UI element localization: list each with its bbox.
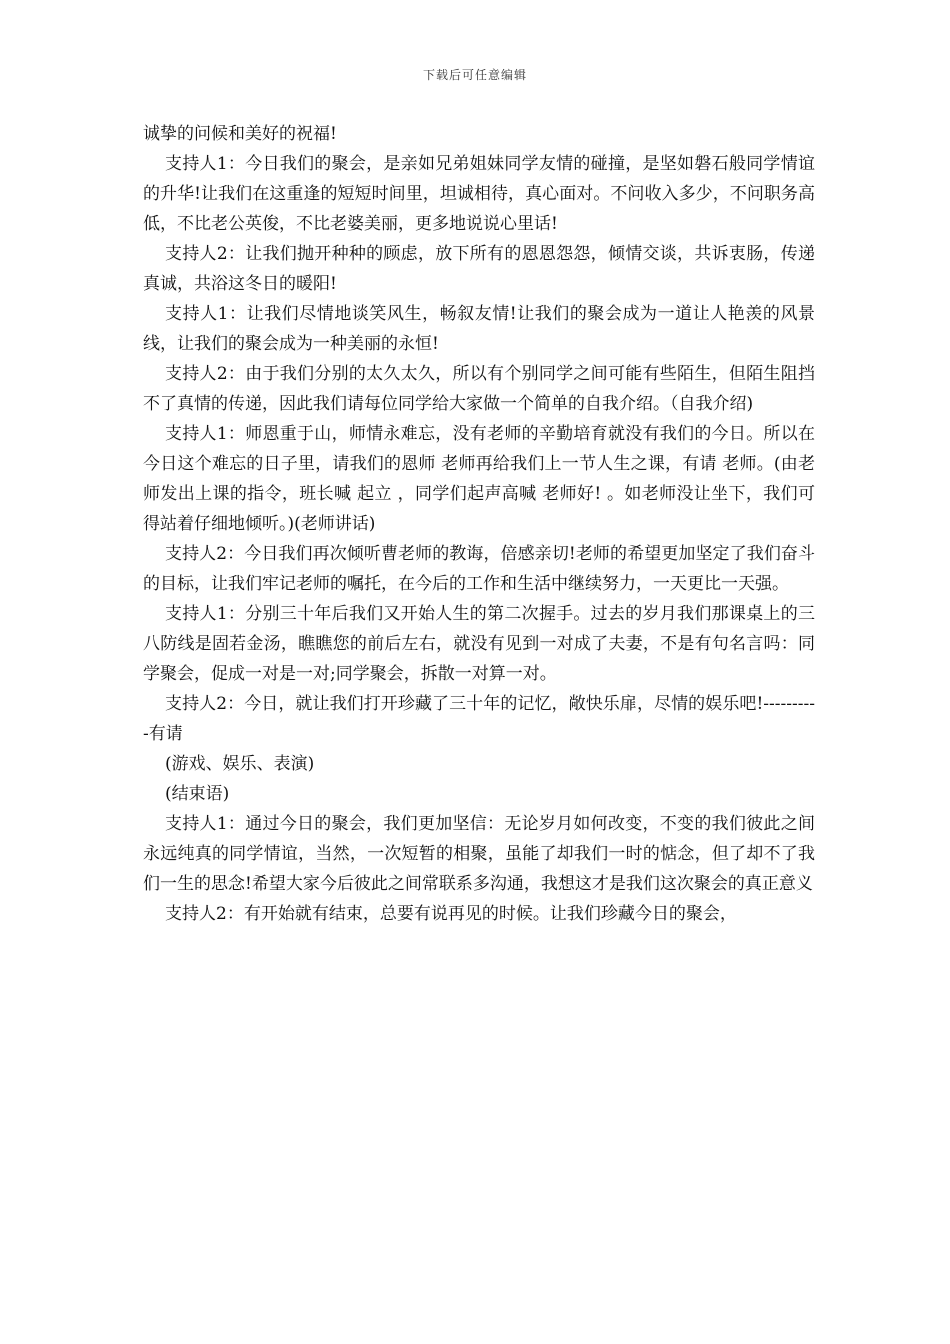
paragraph-11: (结束语): [165, 784, 230, 804]
paragraph-5: 支持人2：由于我们分别的太久太久，所以有个别同学之间可能有些陌生，但陌生阻挡不了真情的传递，因此我们请每位同学给大家做一个简单的自我介绍。（自我介绍): [143, 364, 815, 414]
paragraph-4: 支持人1：让我们尽情地谈笑风生，畅叙友情!让我们的聚会成为一道让人艳羡的风景线，让我们的聚会成为一种美丽的永恒!: [143, 304, 815, 354]
paragraph-1: 诚挚的问候和美好的祝福!: [143, 124, 337, 144]
paragraph-3: 支持人2：让我们抛开种种的顾虑，放下所有的恩恩怨怨，倾情交谈，共诉衷肠，传递真诚，共浴这冬日的暖阳!: [143, 244, 815, 294]
page-header: 下载后可任意编辑: [422, 68, 527, 82]
paragraph-9: 支持人2：今日，就让我们打开珍藏了三十年的记忆，敞快乐扉，尽情的娱乐吧!----------有请: [143, 694, 815, 744]
paragraph-8: 支持人1：分别三十年后我们又开始人生的第二次握手。过去的岁月我们那课桌上的三八防线是固若金汤，瞧瞧您的前后左右，就没有见到一对成了夫妻，不是有句名言吗：同学聚会，促成一对是一对;同学聚会，拆散一对算一对。: [143, 604, 815, 684]
document-body: [143, 119, 815, 929]
paragraph-7: 支持人2：今日我们再次倾听曹老师的教诲，倍感亲切!老师的希望更加坚定了我们奋斗的目标，让我们牢记老师的嘱托，在今后的工作和生活中继续努力，一天更比一天强。: [143, 544, 815, 594]
paragraph-6: 支持人1：师恩重于山，师情永难忘，没有老师的辛勤培育就没有我们的今日。所以在今日这个难忘的日子里，请我们的恩师 老师再给我们上一节人生之课，有请 老师。(由老师发出上课的指令，班长喊 起立 ，同学们起声高喊 老师好! 。如老师没让坐下，我们可得站着仔细地倾听。)(老师讲话): [143, 424, 815, 534]
paragraph-10: (游戏、娱乐、表演): [165, 754, 315, 774]
paragraph-12: 支持人1：通过今日的聚会，我们更加坚信：无论岁月如何改变，不变的我们彼此之间永远纯真的同学情谊，当然，一次短暂的相聚，虽能了却我们一时的惦念，但了却不了我们一生的思念!希望大家今后彼此之间常联系多沟通，我想这才是我们这次聚会的真正意义: [143, 814, 815, 894]
paragraph-13: 支持人2：有开始就有结束，总要有说再见的时候。让我们珍藏今日的聚会，: [165, 904, 737, 924]
paragraph-2: 支持人1：今日我们的聚会，是亲如兄弟姐妹同学友情的碰撞，是坚如磐石般同学情谊的升华!让我们在这重逢的短短时间里，坦诚相待，真心面对。不问收入多少，不问职务高低，不比老公英俊，不比老婆美丽，更多地说说心里话!: [143, 154, 815, 234]
